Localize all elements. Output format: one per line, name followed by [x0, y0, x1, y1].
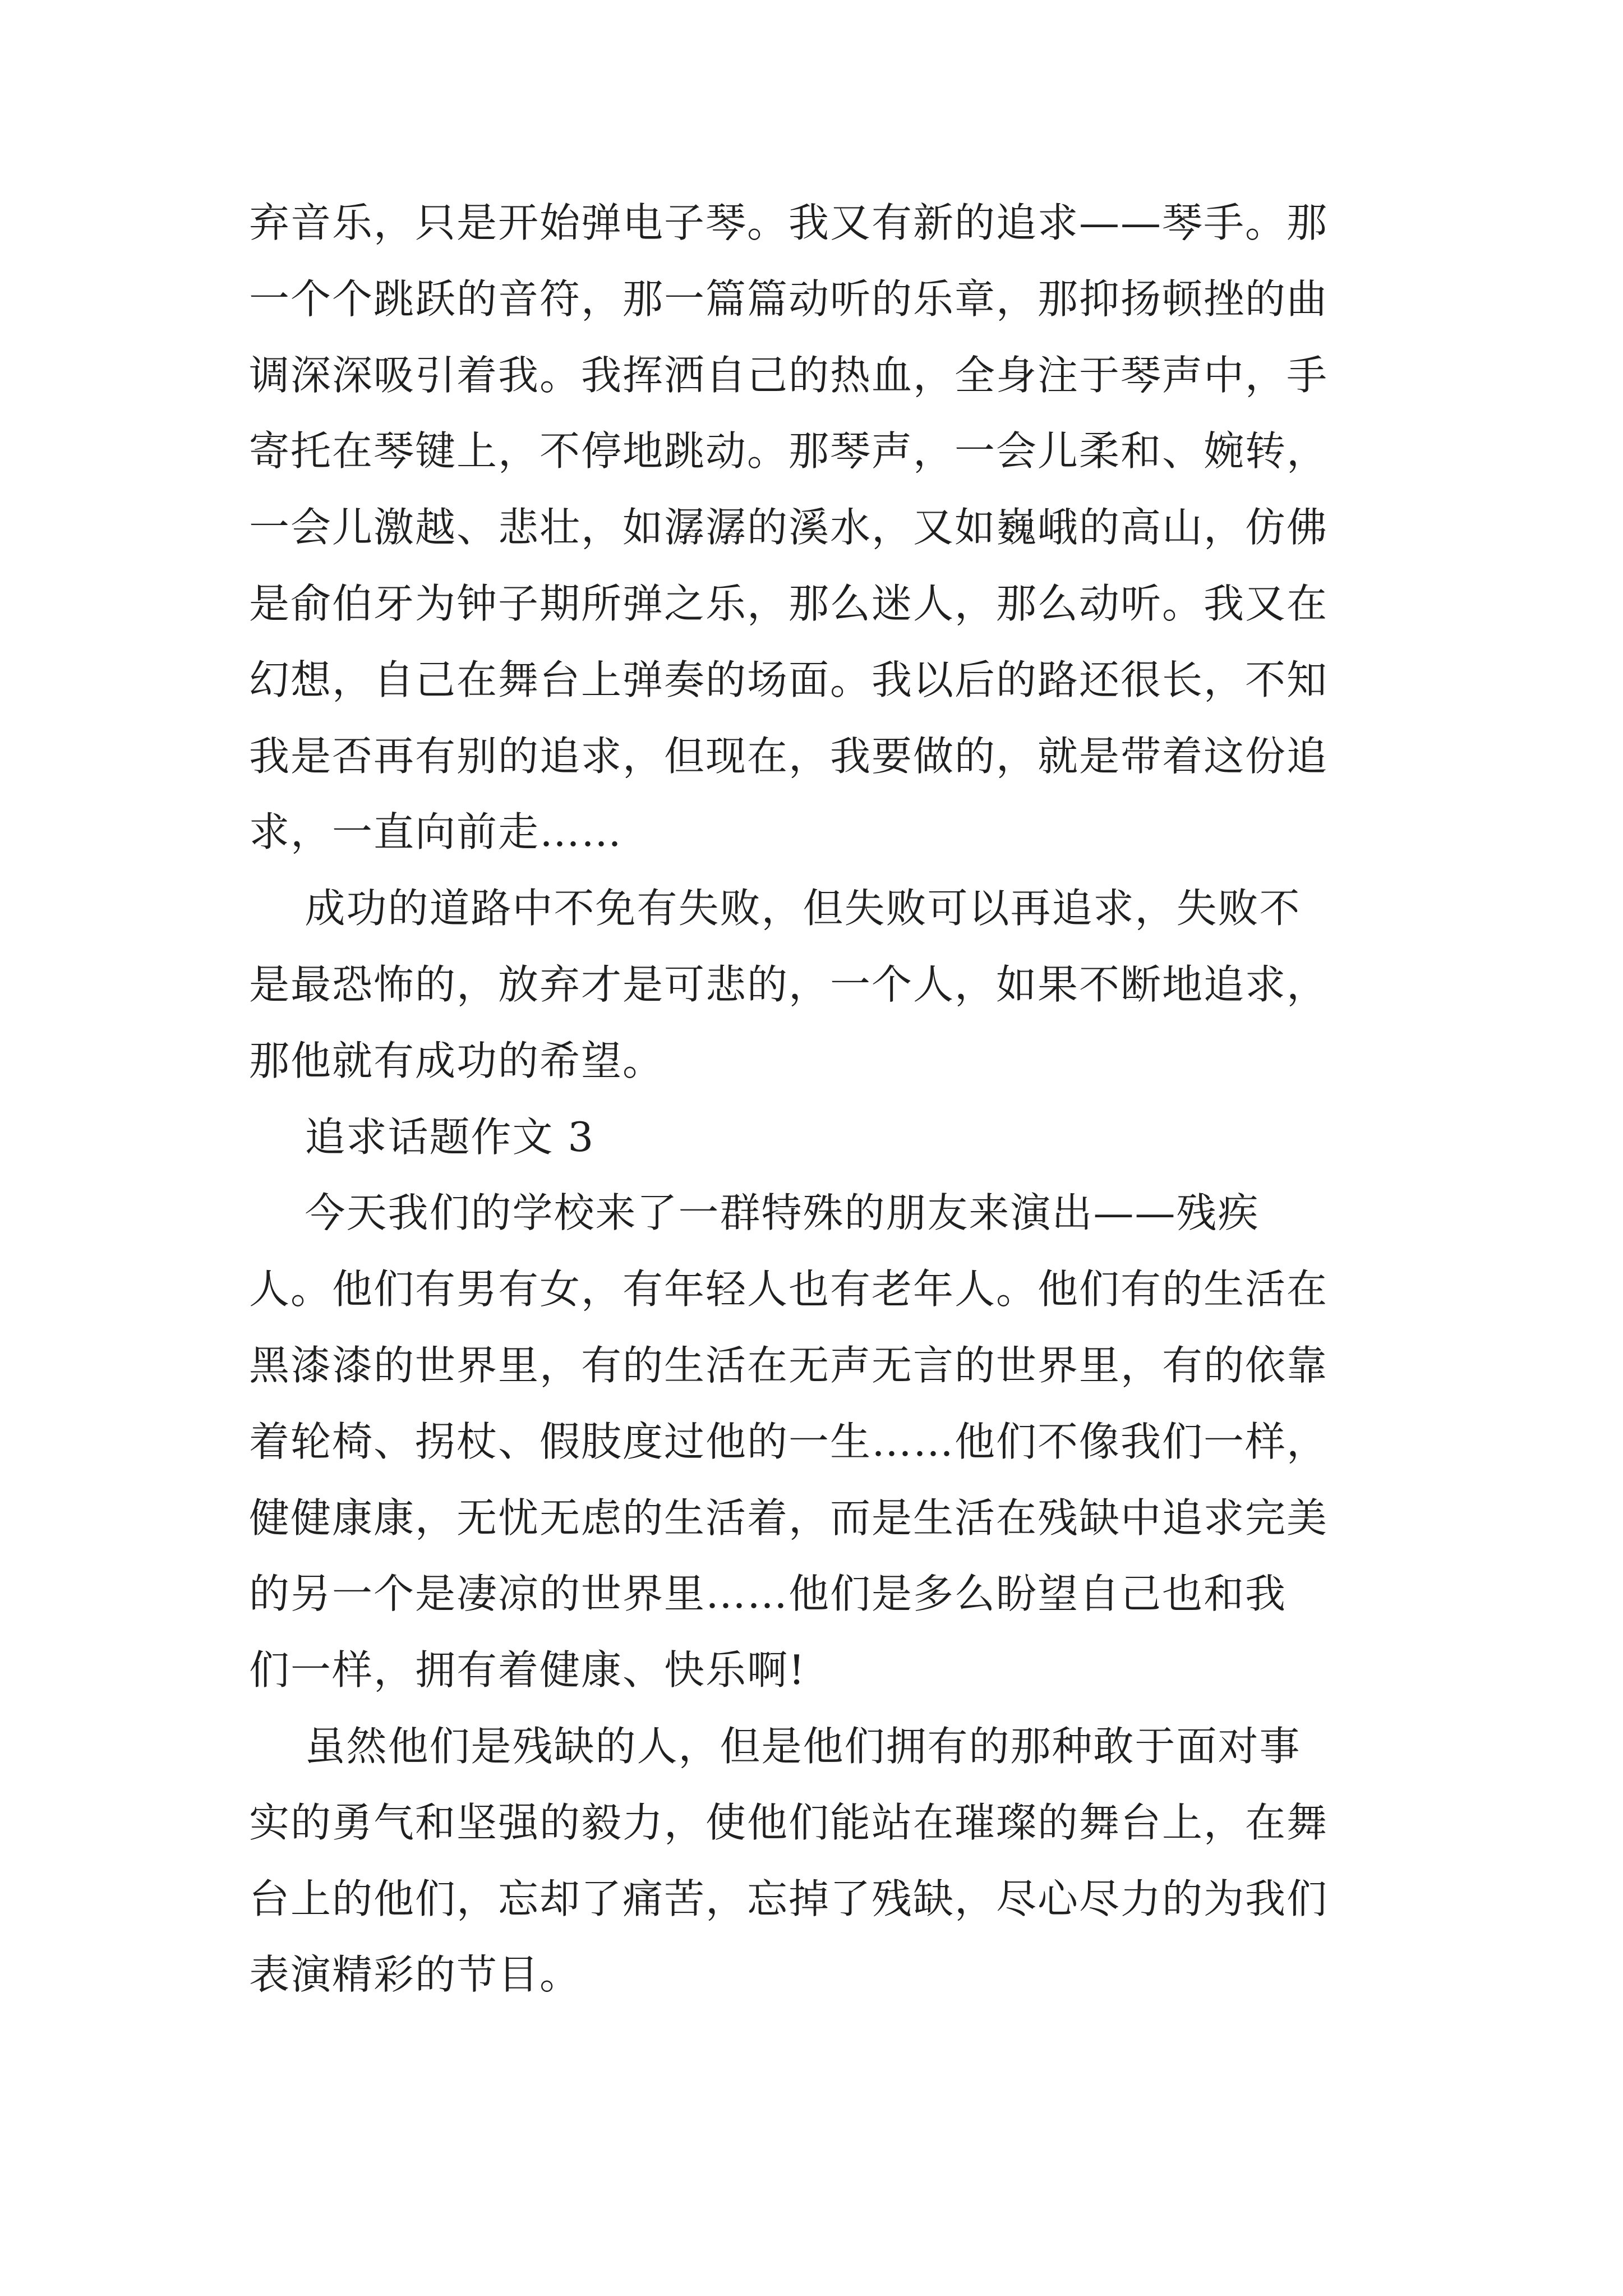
text-line: 弃音乐，只是开始弹电子琴。我又有新的追求——琴手。那 [249, 199, 1329, 246]
text-line: 台上的他们，忘却了痛苦，忘掉了残缺，尽心尽力的为我们 [249, 1875, 1329, 1922]
section-heading: 追求话题作文 3 [249, 1113, 595, 1161]
text-line: 实的勇气和坚强的毅力，使他们能站在璀璨的舞台上，在舞 [249, 1798, 1329, 1846]
text-line: 人。他们有男有女，有年轻人也有老年人。他们有的生活在 [249, 1266, 1329, 1313]
text-line: 寄托在琴键上，不停地跳动。那琴声，一会儿柔和、婉转， [249, 427, 1329, 475]
text-line: 幻想，自己在舞台上弹奏的场面。我以后的路还很长，不知 [249, 656, 1329, 703]
paragraph-start-line: 虽然他们是残缺的人，但是他们拥有的那种敢于面对事 [249, 1722, 1301, 1770]
text-line: 着轮椅、拐杖、假肢度过他的一生……他们不像我们一样， [249, 1418, 1329, 1465]
text-line: 是俞伯牙为钟子期所弹之乐，那么迷人，那么动听。我又在 [249, 579, 1329, 627]
paragraph-start-line: 今天我们的学校来了一群特殊的朋友来演出——残疾 [249, 1189, 1260, 1237]
document-body [249, 185, 1393, 2013]
text-line: 我是否再有别的追求，但现在，我要做的，就是带着这份追 [249, 732, 1329, 780]
text-line: 黑漆漆的世界里，有的生活在无声无言的世界里，有的依靠 [249, 1341, 1329, 1389]
text-line: 的另一个是凄凉的世界里……他们是多么盼望自己也和我 [249, 1570, 1287, 1618]
text-line: 一会儿激越、悲壮，如潺潺的溪水，又如巍峨的高山，仿佛 [249, 504, 1329, 551]
text-line: 一个个跳跃的音符，那一篇篇动听的乐章，那抑扬顿挫的曲 [249, 275, 1329, 323]
text-line: 们一样，拥有着健康、快乐啊! [249, 1646, 806, 1694]
paragraph-start-line: 成功的道路中不免有失败，但失败可以再追求，失败不 [249, 885, 1301, 932]
text-line: 是最恐怖的，放弃才是可悲的，一个人，如果不断地追求， [249, 960, 1329, 1008]
text-line: 调深深吸引着我。我挥洒自己的热血，全身注于琴声中，手 [249, 351, 1329, 399]
text-line: 健健康康，无忧无虑的生活着，而是生活在残缺中追求完美 [249, 1494, 1329, 1542]
text-line: 表演精彩的节目。 [249, 1951, 582, 1999]
text-line: 求，一直向前走…… [249, 808, 623, 856]
text-line: 那他就有成功的希望。 [249, 1037, 665, 1084]
